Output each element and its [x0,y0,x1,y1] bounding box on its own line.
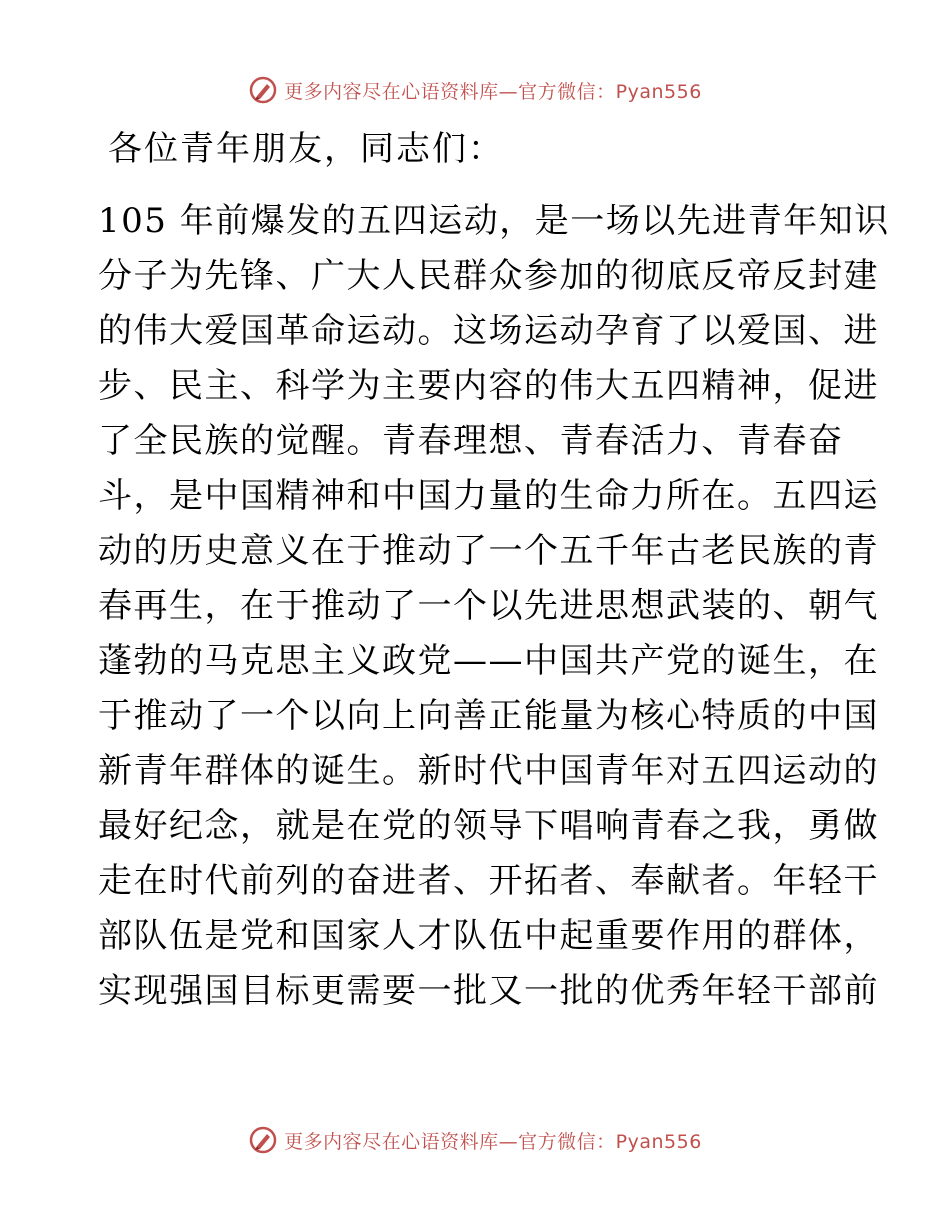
text-line: 部队伍是党和国家人才队伍中起重要作用的群体， [98,916,879,956]
footer-watermark [0,1120,950,1160]
pen-logo-icon [248,75,278,105]
text-line: 斗，是中国精神和中国力量的生命力所在。五四运 [98,476,879,516]
text-line: 动的历史意义在于推动了一个五千年古老民族的青 [98,531,879,571]
pen-logo-icon [248,1125,278,1155]
text-line: 105 年前爆发的五四运动，是一场以先进青年知识 [98,201,890,241]
header-watermark [0,70,950,110]
text-line: 实现强国目标更需要一批又一批的优秀年轻干部前 [98,971,879,1011]
text-line: 分子为先锋、广大人民群众参加的彻底反帝反封建 [98,256,879,296]
text-line: 的伟大爱国革命运动。这场运动孕育了以爱国、进 [98,311,879,351]
watermark-text: 更多内容尽在心语资料库—官方微信：Pyan556 [284,1130,702,1153]
text-line: 步、民主、科学为主要内容的伟大五四精神，促进 [98,366,879,406]
text-line: 于推动了一个以向上向善正能量为核心特质的中国 [98,696,879,736]
text-line: 最好纪念，就是在党的领导下唱响青春之我，勇做 [98,806,879,846]
greeting: 各位青年朋友，同志们： [108,129,504,169]
text-line: 春再生，在于推动了一个以先进思想武装的、朝气 [98,586,879,626]
text-line: 蓬勃的马克思主义政党——中国共产党的诞生，在 [98,641,879,681]
text-line: 新青年群体的诞生。新时代中国青年对五四运动的 [98,751,879,791]
text-line: 走在时代前列的奋进者、开拓者、奉献者。年轻干 [98,861,879,901]
watermark-text: 更多内容尽在心语资料库—官方微信：Pyan556 [284,80,702,103]
text-line: 了全民族的觉醒。青春理想、青春活力、青春奋 [98,421,844,461]
body-text [98,196,890,1021]
